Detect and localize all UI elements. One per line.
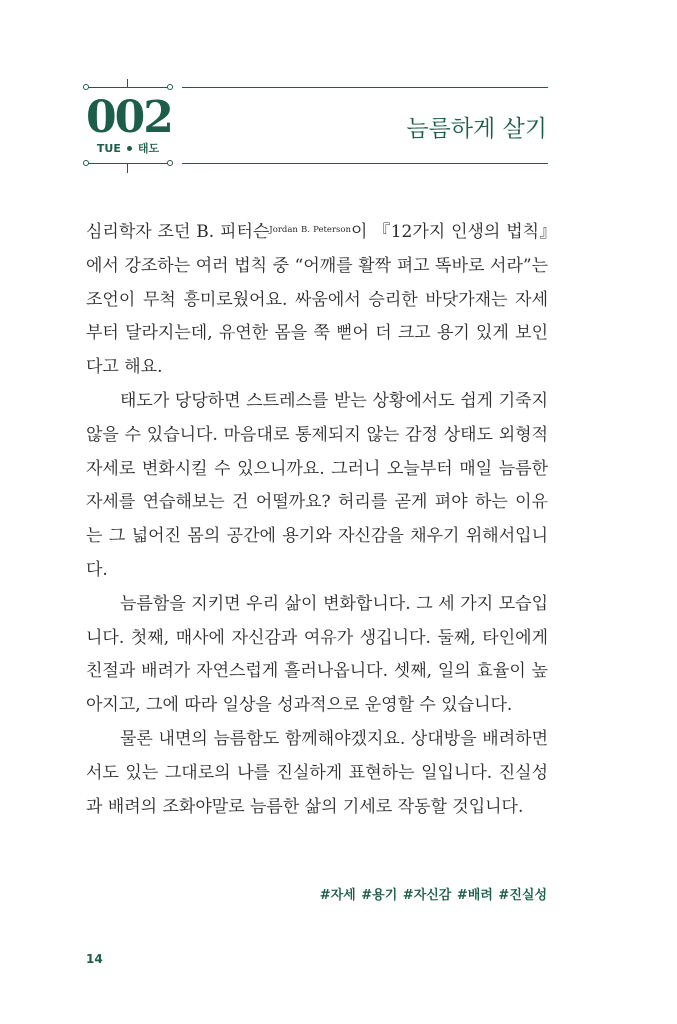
paragraph-3: 늠름함을 지키면 우리 삶이 변화합니다. 그 세 가지 모습입니다. 첫째, 매사에 자신감과 여유가 생깁니다. 둘째, 타인에게 친절과 배려가 자연스럽게 흘러나옵니다. 셋째, 일의 효율이 높아지고, 그에 따라 일상을 성과적으로 운영할 수 있습니다.: [86, 593, 548, 716]
header-rule-top-right: [182, 87, 548, 88]
ornament-tick: [127, 164, 128, 173]
paragraph-2: 태도가 당당하면 스트레스를 받는 상황에서도 쉽게 기죽지 않을 수 있습니다. 마음대로 통제되지 않는 감정 상태도 외형적 자세로 변화시킬 수 있으니까요. 그러니 오늘부터 매일 늠름한 자세를 연습해보는 건 어떨까요? 허리를 곧게 펴야 하는 이유는 그 넓어진 몸의 공간에 용기와 자신감을 채우기 위해서입니다.: [86, 390, 548, 580]
day-label: [86, 140, 170, 156]
ornament-dot: [167, 160, 173, 166]
header-rule-bottom-left: [86, 163, 170, 164]
page-number: 14: [86, 952, 103, 966]
header-rule-bottom-right: [182, 163, 548, 164]
author-english-name: Jordan B. Peterson: [269, 225, 351, 235]
ornament-dot: [167, 84, 173, 90]
ornament-tick: [127, 79, 128, 88]
bullet-icon: [127, 146, 132, 151]
category-label: 태도: [137, 142, 160, 155]
page-title: 늠름하게 살기: [406, 116, 547, 142]
header-rule-top-left: [86, 87, 170, 88]
hashtags: #자세 #용기 #자신감 #배려 #진실성: [319, 888, 547, 903]
day-number: 002: [86, 92, 172, 143]
paragraph-1-rest: 이 『12가지 인생의 법칙』에서 강조하는 여러 법칙 중 “어깨를 활짝 펴고 똑바로 서라”는 조언이 무척 흥미로웠어요. 싸움에서 승리한 바닷가재는 자세부터 달라지는데, 유연한 몸을 쭉 뻗어 더 크고 용기 있게 보인다고 해요.: [86, 222, 549, 378]
ornament-dot: [83, 160, 89, 166]
body-text: [86, 214, 548, 824]
ornament-dot: [83, 84, 89, 90]
paragraph-4: 물론 내면의 늠름함도 함께해야겠지요. 상대방을 배려하면서도 있는 그대로의 나를 진실하게 표현하는 일입니다. 진실성과 배려의 조화야말로 늠름한 삶의 기세로 작동할 것입니다.: [86, 728, 548, 817]
paragraph-1: [86, 214, 548, 385]
weekday-label: TUE: [96, 142, 121, 155]
paragraph-1-lead: 심리학자 조던 B. 피터슨: [86, 222, 270, 242]
